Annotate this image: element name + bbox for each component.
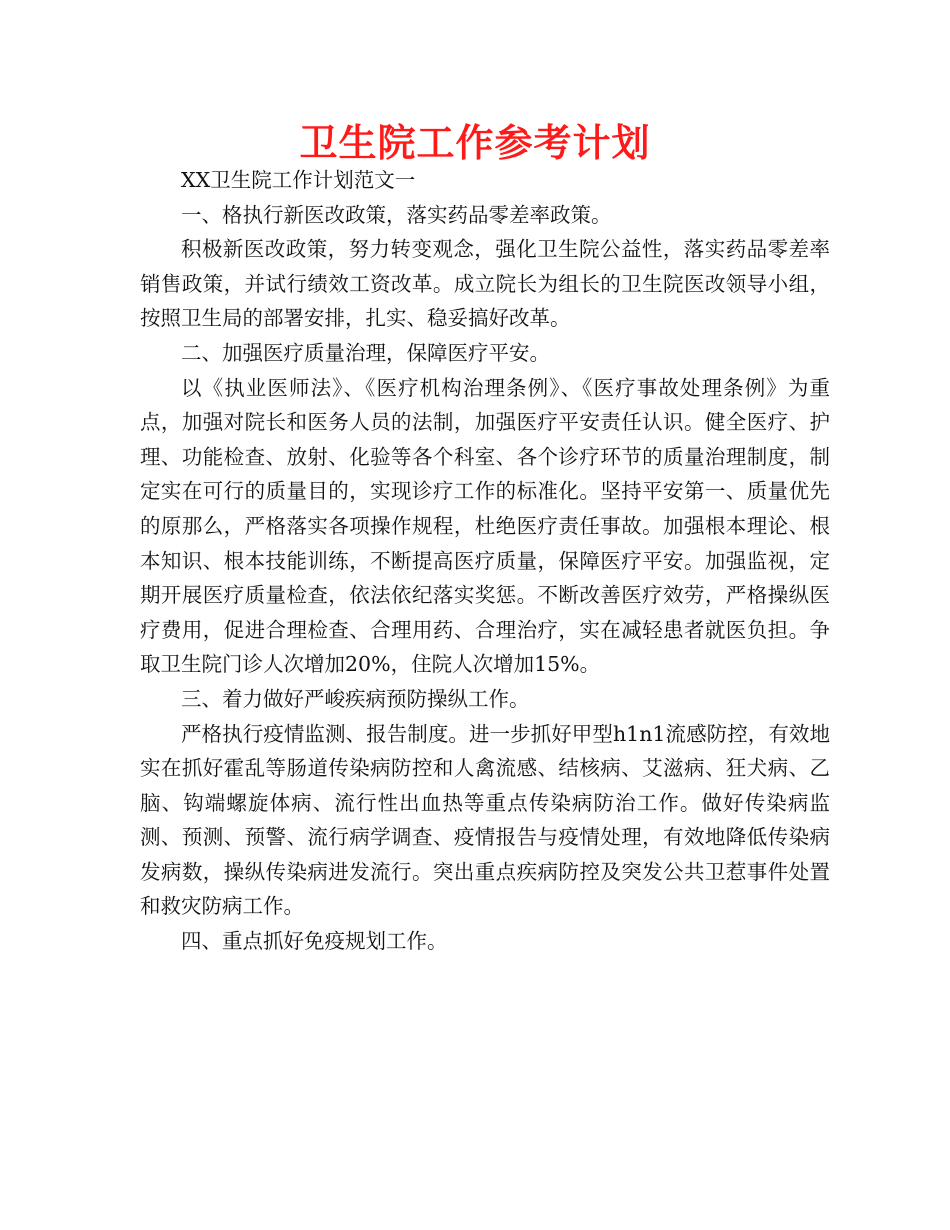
paragraph-2: 以《执业医师法》、《医疗机构治理条例》、《医疗事故处理条例》为重点，加强对院长和医务人员的法制，加强医疗平安责任认识。健全医疗、护理、功能检查、放射、化验等各个科室、各个诊疗环节的质量治理制度，制定实在可行的质量目的，实现诊疗工作的标准化。坚持平安第一、质量优先的原那么，严格落实各项操作规程，杜绝医疗责任事故。加强根本理论、根本知识、根本技能训练，不断提高医疗质量，保障医疗平安。加强监视，定期开展医疗质量检查，依法依纪落实奖惩。不断改善医疗效劳，严格操纵医疗费用，促进合理检查、合理用药、合理治疗，实在减轻患者就医负担。争取卫生院门诊人次增加20%，住院人次增加15%。 bbox=[140, 375, 830, 677]
section-heading-1: 一、格执行新医改政策，落实药品零差率政策。 bbox=[181, 202, 612, 227]
section-heading-4: 四、重点抓好免疫规划工作。 bbox=[181, 929, 448, 954]
paragraph-1: 积极新医改政策，努力转变观念，强化卫生院公益性，落实药品零差率销售政策，并试行绩效工资改革。成立院长为组长的卫生院医改领导小组，按照卫生局的部署安排，扎实、稳妥搞好改革。 bbox=[140, 237, 830, 331]
paragraph-subtitle: XX卫生院工作计划范文一 bbox=[181, 168, 416, 192]
section-heading-2: 二、加强医疗质量治理，保障医疗平安。 bbox=[181, 340, 550, 365]
document-body bbox=[140, 163, 830, 959]
document-title: 卫生院工作参考计划 bbox=[299, 121, 651, 165]
section-heading-3: 三、着力做好严峻疾病预防操纵工作。 bbox=[181, 686, 530, 711]
paragraph-3: 严格执行疫情监测、报告制度。进一步抓好甲型h1n1流感防控，有效地实在抓好霍乱等肠道传染病防控和人禽流感、结核病、艾滋病、狂犬病、乙脑、钩端螺旋体病、流行性出血热等重点传染病防治工作。做好传染病监测、预测、预警、流行病学调查、疫情报告与疫情处理，有效地降低传染病发病数，操纵传染病进发流行。突出重点疾病防控及突发公共卫惹事件处置和救灾防病工作。 bbox=[140, 721, 830, 919]
